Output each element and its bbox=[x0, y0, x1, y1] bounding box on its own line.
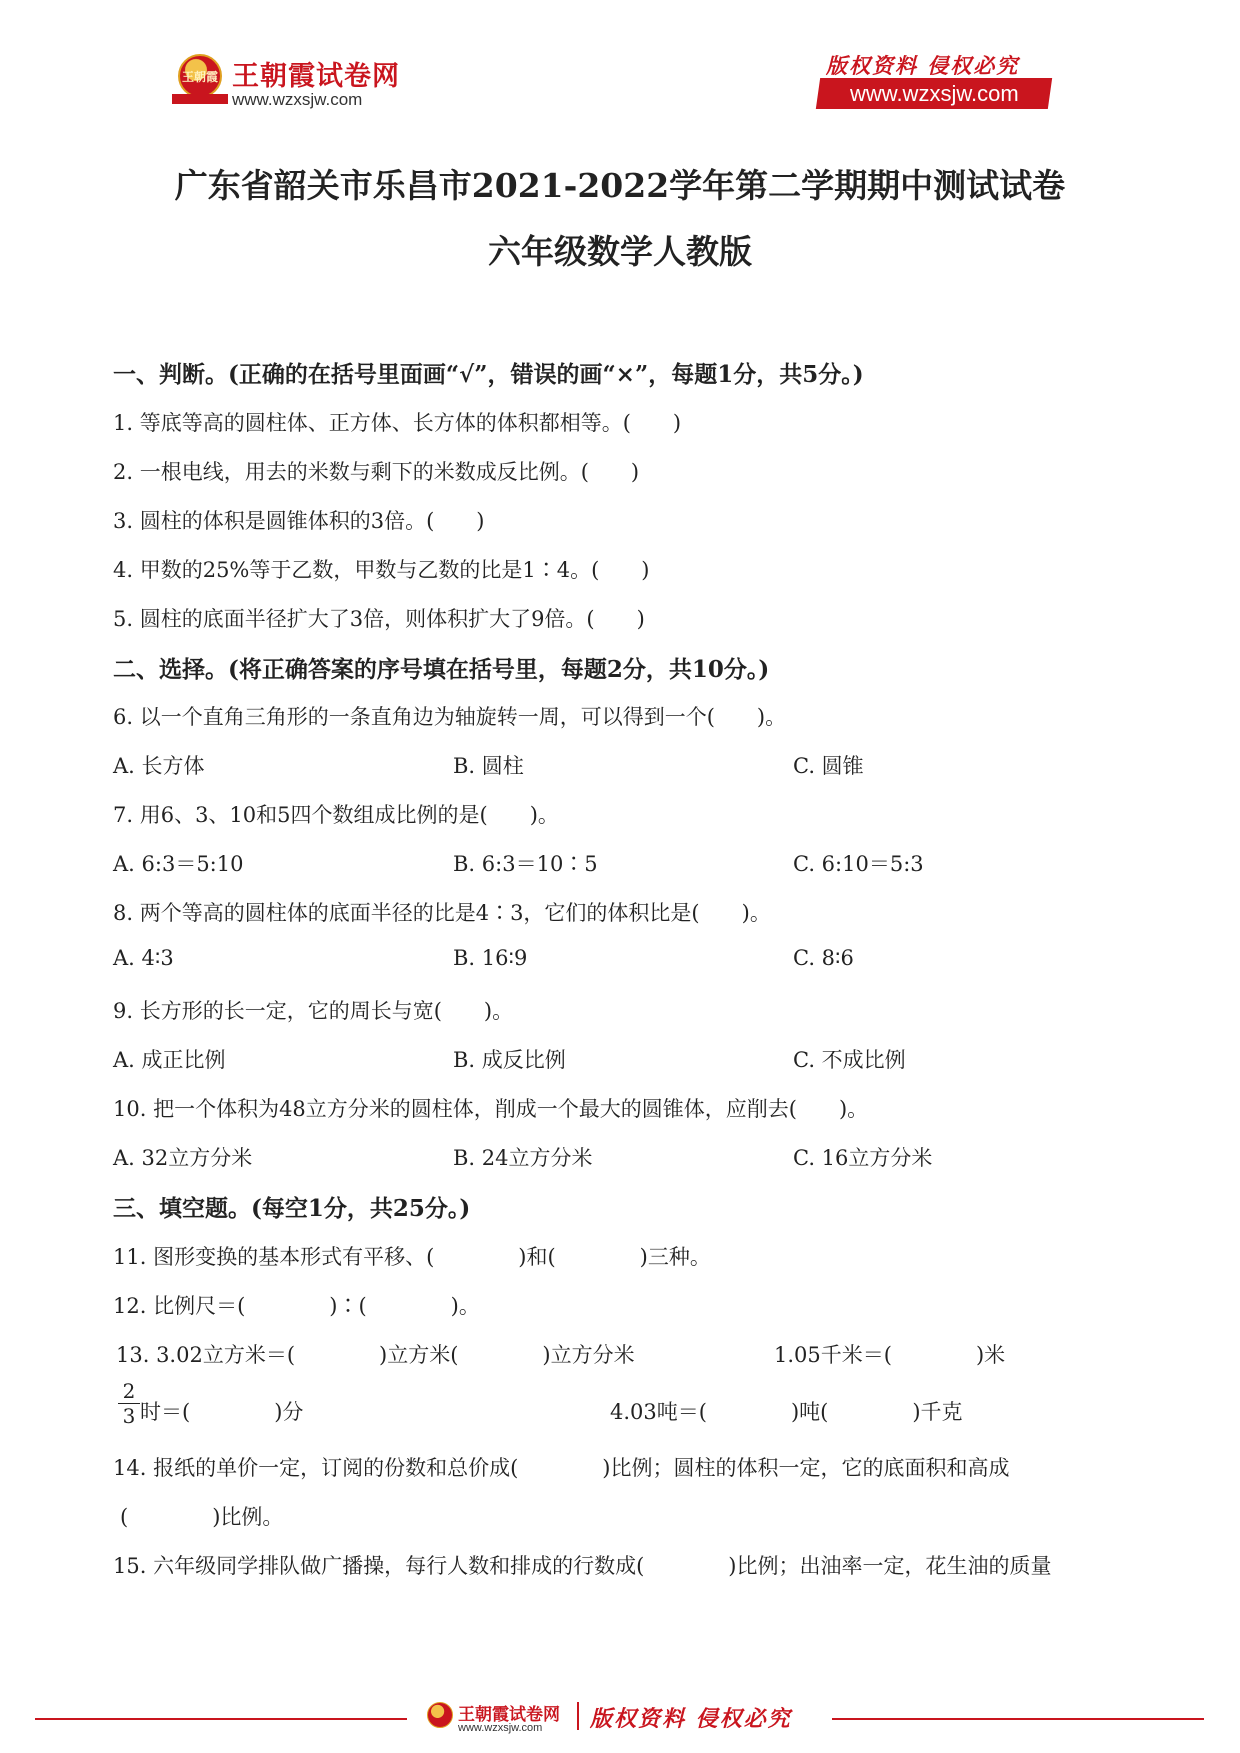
footer-line-right bbox=[832, 1718, 1204, 1720]
footer-logo-url: www.wzxsjw.com bbox=[458, 1722, 543, 1734]
fraction-denominator: 3 bbox=[122, 1404, 136, 1428]
copyright-url-badge bbox=[816, 78, 1052, 109]
q10-option-a: A. 32立方分米 bbox=[113, 1146, 253, 1170]
section-heading-fill: 三、填空题。(每空1分，共25分。) bbox=[113, 1195, 471, 1222]
copyright-notice: 版权资料 侵权必究 bbox=[826, 53, 1020, 78]
footer-separator bbox=[577, 1702, 579, 1730]
q6-option-a: A. 长方体 bbox=[113, 754, 205, 778]
question-9: 9. 长方形的长一定，它的周长与宽( )。 bbox=[113, 999, 514, 1023]
question-8: 8. 两个等高的圆柱体的底面半径的比是4∶3，它们的体积比是( )。 bbox=[113, 901, 771, 925]
page-subtitle: 六年级数学人教版 bbox=[488, 232, 752, 271]
section-heading-choice: 二、选择。(将正确答案的序号填在括号里，每题2分，共10分。) bbox=[113, 656, 770, 683]
question-7: 7. 用6、3、10和5四个数组成比例的是( )。 bbox=[113, 803, 559, 827]
question-10: 10. 把一个体积为48立方分米的圆柱体，削成一个最大的圆锥体，应削去( )。 bbox=[113, 1097, 869, 1121]
q9-option-a: A. 成正比例 bbox=[113, 1048, 226, 1072]
q8-option-c: C. 8∶6 bbox=[793, 946, 854, 970]
question-15-line-1: 15. 六年级同学排队做广播操，每行人数和排成的行数成( )比例；出油率一定，花生油的质量 bbox=[113, 1554, 1052, 1578]
page-title: 广东省韶关市乐昌市2021-2022学年第二学期期中测试试卷 bbox=[174, 166, 1066, 205]
q7-option-c: C. 6:10＝5:3 bbox=[793, 852, 924, 876]
fraction-two-thirds bbox=[118, 1380, 140, 1427]
q7-option-b: B. 6:3＝10∶5 bbox=[453, 852, 598, 876]
section-heading-judgement: 一、判断。(正确的在括号里面画“√”，错误的画“×”，每题1分，共5分。) bbox=[113, 361, 864, 388]
q6-option-b: B. 圆柱 bbox=[453, 754, 524, 778]
question-13-part-a: 13. 3.02立方米＝( )立方米( )立方分米 bbox=[116, 1343, 635, 1367]
ribbon-decoration bbox=[172, 94, 228, 104]
question-12: 12. 比例尺＝( )∶( )。 bbox=[113, 1294, 480, 1318]
footer-emblem-icon bbox=[427, 1702, 453, 1728]
q6-option-c: C. 圆锥 bbox=[793, 754, 864, 778]
question-3: 3. 圆柱的体积是圆锥体积的3倍。( ) bbox=[113, 509, 485, 533]
footer-copyright: 版权资料 侵权必究 bbox=[590, 1706, 792, 1732]
question-13-part-b: 1.05千米＝( )米 bbox=[774, 1343, 1006, 1367]
logo-name: 王朝霞试卷网 bbox=[232, 61, 400, 92]
q10-option-b: B. 24立方分米 bbox=[453, 1146, 593, 1170]
footer-line-left bbox=[35, 1718, 407, 1720]
emblem-icon: 王朝霞 bbox=[178, 54, 222, 98]
q10-option-c: C. 16立方分米 bbox=[793, 1146, 933, 1170]
question-13-part-c: 时＝( )分 bbox=[140, 1400, 304, 1424]
question-5: 5. 圆柱的底面半径扩大了3倍，则体积扩大了9倍。( ) bbox=[113, 607, 645, 631]
question-14-line-2: ( )比例。 bbox=[120, 1505, 284, 1529]
question-2: 2. 一根电线，用去的米数与剩下的米数成反比例。( ) bbox=[113, 460, 640, 484]
question-4: 4. 甲数的25%等于乙数，甲数与乙数的比是1∶4。( ) bbox=[113, 558, 650, 582]
footer-logo-name: 王朝霞试卷网 bbox=[458, 1705, 560, 1725]
logo-url: www.wzxsjw.com bbox=[232, 90, 363, 109]
question-13-part-d: 4.03吨＝( )吨( )千克 bbox=[610, 1400, 963, 1424]
question-11: 11. 图形变换的基本形式有平移、( )和( )三种。 bbox=[113, 1245, 711, 1269]
site-logo bbox=[178, 50, 418, 112]
question-14-line-1: 14. 报纸的单价一定，订阅的份数和总价成( )比例；圆柱的体积一定，它的底面积和高成 bbox=[113, 1456, 1010, 1480]
question-6: 6. 以一个直角三角形的一条直角边为轴旋转一周，可以得到一个( )。 bbox=[113, 705, 787, 729]
q8-option-b: B. 16∶9 bbox=[453, 946, 528, 970]
q8-option-a: A. 4∶3 bbox=[113, 946, 174, 970]
question-1: 1. 等底等高的圆柱体、正方体、长方体的体积都相等。( ) bbox=[113, 411, 682, 435]
copyright-url: www.wzxsjw.com bbox=[849, 81, 1019, 106]
fraction-numerator: 2 bbox=[122, 1379, 136, 1403]
q9-option-c: C. 不成比例 bbox=[793, 1048, 906, 1072]
q7-option-a: A. 6:3＝5:10 bbox=[113, 852, 244, 876]
q9-option-b: B. 成反比例 bbox=[453, 1048, 566, 1072]
